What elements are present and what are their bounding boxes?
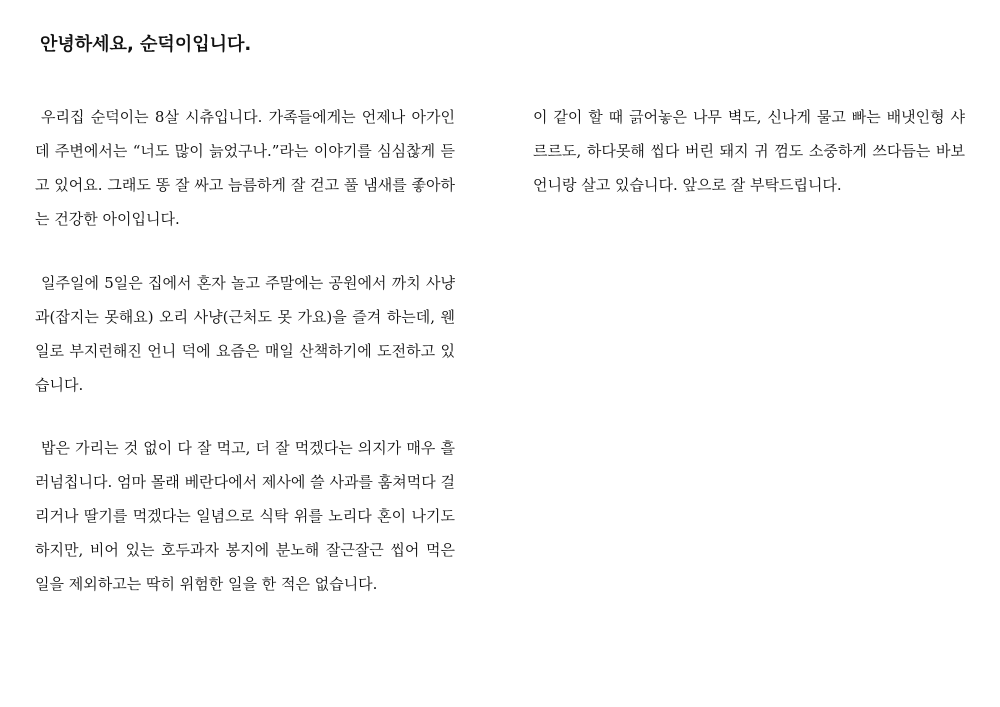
document-title: 안녕하세요, 순덕이입니다.	[40, 34, 252, 55]
right-paragraph-1: 이 같이 할 때 긁어놓은 나무 벽도, 신나게 물고 빠는 배냇인형 샤르르도, 하다못해 씹다 버린 돼지 귀 껌도 소중하게 쓰다듬는 바보 언니랑 살고 있습니다. 앞으로 잘 부탁드립니다.	[533, 108, 965, 194]
left-paragraph-2: 일주일에 5일은 집에서 혼자 놀고 주말에는 공원에서 까치 사냥과(잡지는 못해요) 오리 사냥(근처도 못 가요)을 즐겨 하는데, 웬일로 부지런해진 언니 덕에 요즘은 매일 산책하기에 도전하고 있습니다.	[35, 274, 455, 394]
left-paragraph-1: 우리집 순덕이는 8살 시츄입니다. 가족들에게는 언제나 아가인데 주변에서는 “너도 많이 늙었구나.”라는 이야기를 심심찮게 듣고 있어요. 그래도 똥 잘 싸고 늠름하게 잘 걷고 풀 냄새를 좋아하는 건강한 아이입니다.	[35, 108, 455, 228]
left-paragraph-3: 밥은 가리는 것 없이 다 잘 먹고, 더 잘 먹겠다는 의지가 매우 흘러넘칩니다. 엄마 몰래 베란다에서 제사에 쓸 사과를 훔쳐먹다 걸리거나 딸기를 먹겠다는 일념으로 식탁 위를 노리다 혼이 나기도 하지만, 비어 있는 호두과자 봉지에 분노해 잘근잘근 씹어 먹은 일을 제외하고는 딱히 위험한 일을 한 적은 없습니다.	[35, 439, 455, 593]
